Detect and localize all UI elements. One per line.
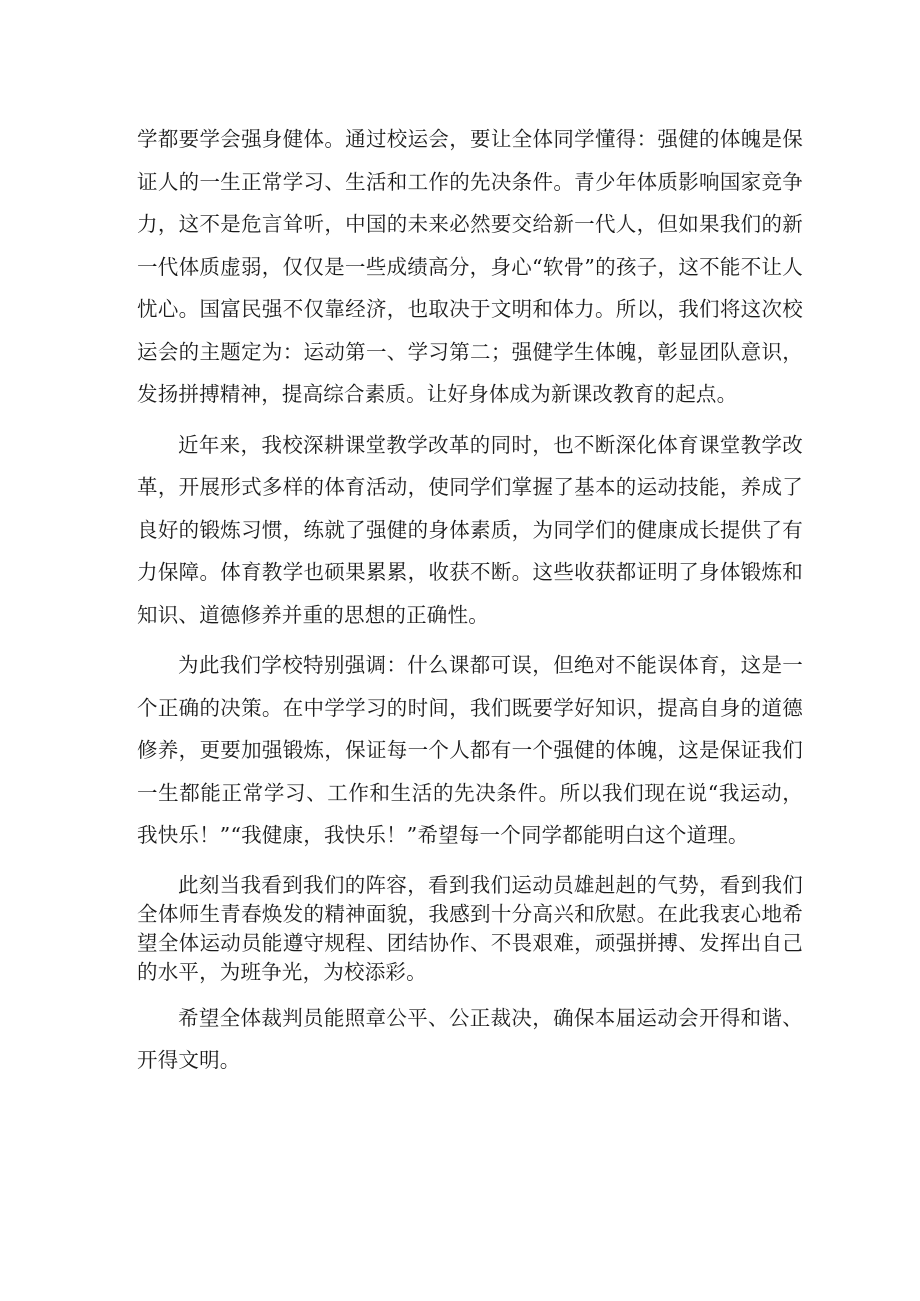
paragraph-4: 此刻当我看到我们的阵容，看到我们运动员雄赳赳的气势，看到我们全体师生青春焕发的精神面貌，我感到十分高兴和欣慰。在此我衷心地希望全体运动员能遵守规程、团结协作、不畏艰难，顽强拼搏、发挥出自己的水平，为班争光，为校添彩。 (137, 872, 803, 984)
paragraph-2: 近年来，我校深耕课堂教学改革的同时，也不断深化体育课堂教学改革，开展形式多样的体育活动，使同学们掌握了基本的运动技能，养成了良好的锻炼习惯，练就了强健的身体素质，为同学们的健康成长提供了有力保障。体育教学也硕果累累，收获不断。这些收获都证明了身体锻炼和知识、道德修养并重的思想的正确性。 (137, 432, 803, 627)
paragraph-5: 希望全体裁判员能照章公平、公正裁决，确保本届运动会开得和谐、开得文明。 (137, 1005, 803, 1072)
document-body (137, 118, 803, 1082)
paragraph-3: 为此我们学校特别强调：什么课都可误，但绝对不能误体育，这是一个正确的决策。在中学学习的时间，我们既要学好知识，提高自身的道德修养，更要加强锻炼，保证每一个人都有一个强健的体魄，这是保证我们一生都能正常学习、工作和生活的先决条件。所以我们现在说“我运动，我快乐！”“我健康，我快乐！”希望每一个同学都能明白这个道理。 (137, 653, 803, 847)
paragraph-1: 学都要学会强身健体。通过校运会，要让全体同学懂得：强健的体魄是保证人的一生正常学习、生活和工作的先决条件。青少年体质影响国家竞争力，这不是危言耸听，中国的未来必然要交给新一代人，但如果我们的新一代体质虚弱，仅仅是一些成绩高分，身心“软骨”的孩子，这不能不让人忧心。国富民强不仅靠经济，也取决于文明和体力。所以，我们将这次校运会的主题定为：运动第一、学习第二；强健学生体魄，彰显团队意识，发扬拼搏精神，提高综合素质。让好身体成为新课改教育的起点。 (137, 127, 803, 406)
